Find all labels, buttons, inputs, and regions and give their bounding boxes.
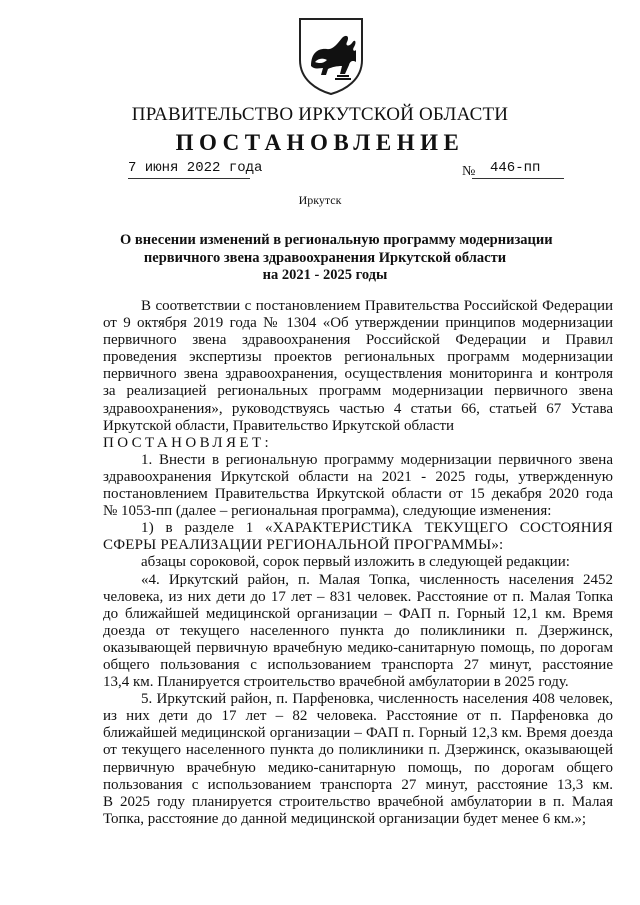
body-line-postanovlyaet: ПОСТАНОВЛЯЕТ: <box>103 434 273 451</box>
date-underline <box>128 178 250 179</box>
title-line: О внесении изменений в региональную программу модернизации <box>120 232 553 248</box>
body-line: общего пользования с использованием транспорта 27 минут, расстояние <box>103 656 613 673</box>
body-line: № 1053-пп (далее – региональная программа), следующие изменения: <box>103 503 552 520</box>
body-line: пользования с использованием транспорта 27 минут, расстояние 13,3 км. <box>103 776 613 793</box>
number-underline <box>472 178 564 179</box>
body-line: 5. Иркутский район, п. Парфеновка, численность населения 408 человек, <box>141 691 613 708</box>
document-type: ПОСТАНОВЛЕНИЕ <box>175 130 465 155</box>
body-line: Иркутской области, Правительство Иркутской области <box>103 417 455 434</box>
body-line: здравоохранения Иркутской области на 2021 - 2025 годы, утвержденную <box>103 468 613 485</box>
body-line: проведения экспертизы проектов региональных программ модернизации <box>103 349 613 366</box>
body-line: человека, из них дети до 17 лет – 831 человек. Расстояние от п. Малая Топка <box>103 588 613 605</box>
body-line: здравоохранения», руководствуясь частью 4 статьи 66, статьей 67 Устава <box>103 400 613 417</box>
body-line: от текущего населенного пункта до поликлиники п. Дзержинск, оказывающей <box>103 742 613 759</box>
document-body <box>103 298 613 828</box>
body-line: ближайшей медицинской организации – ФАП п. Горный 12,3 км. Время доезда <box>103 725 613 742</box>
city: Иркутск <box>298 193 342 207</box>
title-line: первичного звена здравоохранения Иркутской области <box>143 249 507 266</box>
body-line: 1. Внести в региональную программу модернизации первичного звена <box>141 451 613 468</box>
body-line: первичного звена здравоохранения, осуществления мониторинга и контроля <box>103 366 613 383</box>
title-line: на 2021 - 2025 годы <box>262 267 388 283</box>
document-title <box>120 232 553 285</box>
body-line: 1) в разделе 1 «ХАРАКТЕРИСТИКА ТЕКУЩЕГО СОСТОЯНИЯ <box>141 520 613 537</box>
body-line: «4. Иркутский район, п. Малая Топка, численность населения 2452 <box>141 571 613 588</box>
body-line: из них дети до 17 лет – 82 человека. Расстояние от п. Парфеновка до <box>103 708 613 725</box>
body-line: абзацы сороковой, сорок первый изложить в следующей редакции: <box>141 554 570 571</box>
body-line: от 9 октября 2019 года № 1304 «Об утверждении принципов модернизации <box>103 315 613 332</box>
body-line: за реализацией региональных программ модернизации первичного звена <box>103 383 613 400</box>
body-line: первичного звена здравоохранения Российской Федерации и Правил <box>103 332 613 349</box>
body-line: первичную врачебную медико-санитарную помощь, по дорогам общего <box>103 759 613 776</box>
body-line: оказывающей первичную врачебную медико-санитарную помощь, по дорогам <box>103 639 613 656</box>
body-line: В соответствии с постановлением Правительства Российской Федерации <box>141 298 613 314</box>
document-date: 7 июня 2022 года <box>128 160 263 176</box>
body-line: 13,4 км. Планируется строительство врачебной амбулатории в 2025 году. <box>103 674 569 691</box>
body-line: доезда от текущего населенного пункта до поликлиники п. Дзержинск, <box>103 622 613 639</box>
document-number: 446-пп <box>490 160 541 176</box>
body-line: Топка, расстояние до данной медицинской организации будет менее 6 км.»; <box>103 810 587 827</box>
government-name: ПРАВИТЕЛЬСТВО ИРКУТСКОЙ ОБЛАСТИ <box>131 104 509 125</box>
irkutsk-coat-of-arms-icon <box>297 16 365 96</box>
number-sign: № <box>462 164 476 179</box>
body-line: до ближайшей медицинской организации – ФАП п. Горный 12,1 км. Время <box>103 605 613 622</box>
body-line: СФЕРЫ РЕАЛИЗАЦИИ РЕГИОНАЛЬНОЙ ПРОГРАММЫ»: <box>103 537 504 554</box>
body-line: В 2025 году планируется строительство врачебной амбулатории в п. Малая <box>103 793 613 810</box>
body-line: постановлением Правительства Иркутской области от 15 декабря 2020 года <box>103 486 613 503</box>
